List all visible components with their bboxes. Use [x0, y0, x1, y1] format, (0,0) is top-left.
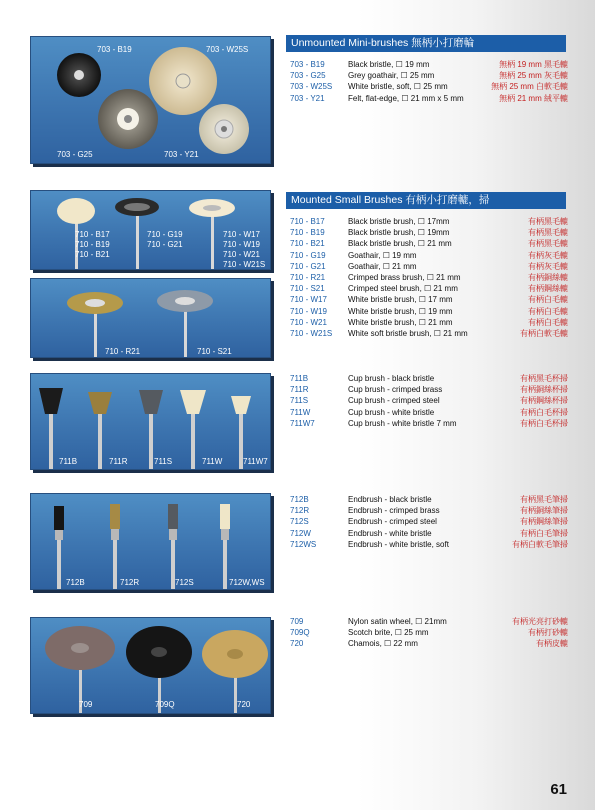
product-chinese-name: 有柄黑毛杯掃 [520, 374, 568, 383]
product-code: 710 - R21 [290, 272, 326, 282]
product-chinese-name: 有柄黑毛轆 [528, 228, 568, 238]
photo-end-brushes [30, 493, 271, 590]
product-description: Black bristle, ☐ 19 mm [348, 60, 430, 69]
photo-label: 720 [237, 700, 251, 709]
product-code: 712S [290, 517, 309, 527]
product-row [290, 418, 568, 429]
product-chinese-name: 有柄鋼絲筆掃 [520, 517, 568, 527]
product-code: 710 - W21 [290, 317, 327, 327]
product-description: Cup brush - crimped brass [348, 385, 443, 395]
product-chinese-name: 無柄 21 mm 絨平轆 [499, 93, 568, 103]
product-code: 711R [290, 385, 309, 395]
product-row [290, 70, 568, 81]
product-code: 711W [290, 407, 311, 417]
product-description: Endbrush - black bristle [348, 495, 432, 504]
product-description: Cup brush - crimped steel [348, 396, 440, 406]
product-description: Felt, flat-edge, ☐ 21 mm x 5 mm [348, 93, 464, 103]
product-code: 710 - B19 [290, 228, 325, 238]
photo-brass-steel-brushes [30, 278, 271, 358]
product-chinese-name: 有柄白毛轆 [528, 295, 568, 305]
product-description: White soft bristle brush, ☐ 21 mm [348, 328, 468, 338]
product-row [290, 528, 568, 539]
product-row [290, 407, 568, 418]
product-row [290, 395, 568, 406]
photo-label: 710 - B19 [75, 240, 110, 249]
product-row [290, 317, 568, 328]
product-chinese-name: 有柄白毛杯掃 [520, 407, 568, 417]
photo-label: 710 - W19 [223, 240, 260, 249]
photo-label: 711R [109, 457, 128, 466]
photo-label: 711W [202, 457, 223, 466]
end-brushes-illustration [31, 494, 271, 590]
product-description: White bristle brush, ☐ 21 mm [348, 317, 453, 327]
product-chinese-name: 有柄鋼絲轆 [528, 284, 568, 294]
product-description: Cup brush - white bristle [348, 407, 435, 417]
product-code: 712W [290, 528, 311, 538]
product-code: 710 - B21 [290, 239, 325, 249]
product-row [290, 93, 568, 104]
photo-label: 712B [66, 578, 85, 587]
product-description: Cup brush - black bristle [348, 374, 435, 383]
product-description: Endbrush - crimped steel [348, 517, 437, 527]
product-description: Crimped brass brush, ☐ 21 mm [348, 272, 461, 282]
product-row [290, 627, 568, 638]
product-description: White bristle brush, ☐ 17 mm [348, 295, 453, 305]
product-row [290, 250, 568, 261]
product-code: 712WS [290, 539, 317, 549]
product-chinese-name: 有柄黑毛轆 [528, 217, 568, 226]
product-chinese-name: 有柄鋼絲杯掃 [520, 396, 568, 406]
product-description: Endbrush - white bristle [348, 528, 432, 538]
product-row [290, 373, 568, 384]
product-row [290, 328, 568, 339]
product-row [290, 516, 568, 527]
product-chinese-name: 有柄皮轆 [536, 639, 568, 649]
section-title-unmounted: Unmounted Mini-brushes 無柄小打磨輪 [286, 35, 566, 52]
product-chinese-name: 有柄白毛轆 [528, 306, 568, 316]
product-chinese-name: 無柄 25 mm 白軟毛轆 [491, 82, 568, 92]
product-code: 710 - W17 [290, 295, 327, 305]
product-list-unmounted [290, 59, 568, 104]
product-row [290, 494, 568, 505]
product-chinese-name: 有柄白毛轆 [528, 317, 568, 327]
product-description: Scotch brite, ☐ 25 mm [348, 628, 429, 638]
photo-label: 710 - B21 [75, 250, 110, 259]
product-row [290, 539, 568, 550]
product-list-end-brushes [290, 494, 568, 550]
product-row [290, 306, 568, 317]
photo-label: 710 - G21 [147, 240, 183, 249]
photo-label: 712R [120, 578, 140, 587]
product-code: 712B [290, 495, 309, 504]
product-description: Grey goathair, ☐ 25 mm [348, 71, 435, 81]
photo-label: 710 - S21 [197, 347, 232, 356]
product-description: Crimped steel brush, ☐ 21 mm [348, 284, 458, 294]
photo-label: 710 - R21 [105, 347, 141, 356]
photo-label: 712S [175, 578, 194, 587]
photo-cup-brushes [30, 373, 271, 470]
product-row [290, 505, 568, 516]
photo-label: 703 - Y21 [164, 150, 199, 159]
product-row [290, 59, 568, 70]
product-code: 703 - Y21 [290, 93, 325, 103]
product-chinese-name: 有柄打砂轆 [528, 628, 568, 638]
product-chinese-name: 無柄 25 mm 灰毛轆 [499, 71, 568, 81]
photo-label: 712W,WS [229, 578, 265, 587]
product-list-satin-wheels [290, 616, 568, 650]
product-description: Black bristle brush, ☐ 17mm [348, 217, 450, 226]
photo-label: 710 - W21S [223, 260, 266, 269]
product-chinese-name: 有柄白軟毛轆 [520, 328, 568, 338]
cup-brushes-illustration [31, 374, 271, 470]
product-row [290, 81, 568, 92]
product-code: 709Q [290, 628, 310, 638]
product-code: 703 - G25 [290, 71, 326, 81]
product-chinese-name: 有柄黑毛轆 [528, 239, 568, 249]
product-description: Goathair, ☐ 21 mm [348, 261, 417, 271]
product-chinese-name: 有柄灰毛轆 [528, 261, 568, 271]
photo-label: 711S [154, 457, 173, 466]
product-row [290, 261, 568, 272]
product-row [290, 227, 568, 238]
product-code: 711S [290, 396, 309, 406]
product-code: 720 [290, 639, 304, 649]
product-code: 710 - W21S [290, 328, 333, 338]
photo-satin-scotch-chamois [30, 617, 271, 714]
photo-label: 710 - W21 [223, 250, 260, 259]
photo-label: 711W7 [243, 457, 268, 466]
product-row [290, 283, 568, 294]
photo-label: 711B [59, 457, 78, 466]
product-row [290, 638, 568, 649]
product-description: White bristle brush, ☐ 19 mm [348, 306, 453, 316]
photo-label: 703 - B19 [97, 45, 132, 54]
photo-label: 709 [79, 700, 93, 709]
page-number: 61 [550, 781, 567, 798]
product-row [290, 272, 568, 283]
photo-label: 703 - W25S [206, 45, 249, 54]
product-row [290, 616, 568, 627]
photo-label: 710 - G19 [147, 230, 183, 239]
product-list-cup-brushes [290, 373, 568, 429]
brush-wheels-illustration [31, 37, 271, 164]
product-chinese-name: 有柄白軟毛筆掃 [512, 539, 568, 549]
product-description: Endbrush - white bristle, soft [348, 539, 449, 549]
product-code: 711W7 [290, 418, 315, 428]
product-description: Goathair, ☐ 19 mm [348, 250, 417, 260]
product-code: 710 - G21 [290, 261, 326, 271]
product-chinese-name: 有柄銅絲杯掃 [520, 385, 568, 395]
photo-label: 709Q [155, 700, 175, 709]
product-code: 712R [290, 506, 310, 516]
product-description: Endbrush - crimped brass [348, 506, 440, 516]
product-code: 710 - W19 [290, 306, 327, 316]
product-code: 711B [290, 374, 309, 383]
product-chinese-name: 有柄黑毛筆掃 [520, 495, 568, 504]
product-list-mounted [290, 216, 568, 339]
product-row [290, 384, 568, 395]
photo-label: 710 - B17 [75, 230, 110, 239]
photo-label: 703 - G25 [57, 150, 93, 159]
product-chinese-name: 有柄灰毛轆 [528, 250, 568, 260]
product-code: 709 [290, 617, 304, 626]
section-title-mounted: Mounted Small Brushes 有柄小打磨轆，掃 [286, 192, 566, 209]
product-description: Chamois, ☐ 22 mm [348, 639, 418, 649]
product-description: Cup brush - white bristle 7 mm [348, 418, 457, 428]
product-description: Black bristle brush, ☐ 21 mm [348, 239, 452, 249]
product-code: 710 - B17 [290, 217, 325, 226]
product-chinese-name: 有柄白毛杯掃 [520, 418, 568, 428]
photo-mounted-brushes [30, 190, 271, 270]
product-chinese-name: 有柄銅絲轆 [528, 272, 568, 282]
product-code: 703 - W25S [290, 82, 333, 92]
product-chinese-name: 有柄白毛筆掃 [520, 528, 568, 538]
satin-wheels-illustration [31, 618, 271, 714]
product-row [290, 294, 568, 305]
product-description: Black bristle brush, ☐ 19mm [348, 228, 450, 238]
product-row [290, 238, 568, 249]
product-chinese-name: 有柄光亮打砂轆 [512, 617, 568, 626]
product-row [290, 216, 568, 227]
photo-label: 710 - W17 [223, 230, 260, 239]
product-description: Nylon satin wheel, ☐ 21mm [348, 617, 447, 626]
product-description: White bristle, soft, ☐ 25 mm [348, 82, 448, 92]
wire-wheels-illustration [31, 279, 271, 358]
product-code: 703 - B19 [290, 60, 325, 69]
product-code: 710 - G19 [290, 250, 326, 260]
product-code: 710 - S21 [290, 284, 325, 294]
product-chinese-name: 有柄銅絲筆掃 [520, 506, 568, 516]
photo-unmounted-brushes [30, 36, 271, 164]
product-chinese-name: 無柄 19 mm 黑毛轆 [499, 60, 568, 69]
